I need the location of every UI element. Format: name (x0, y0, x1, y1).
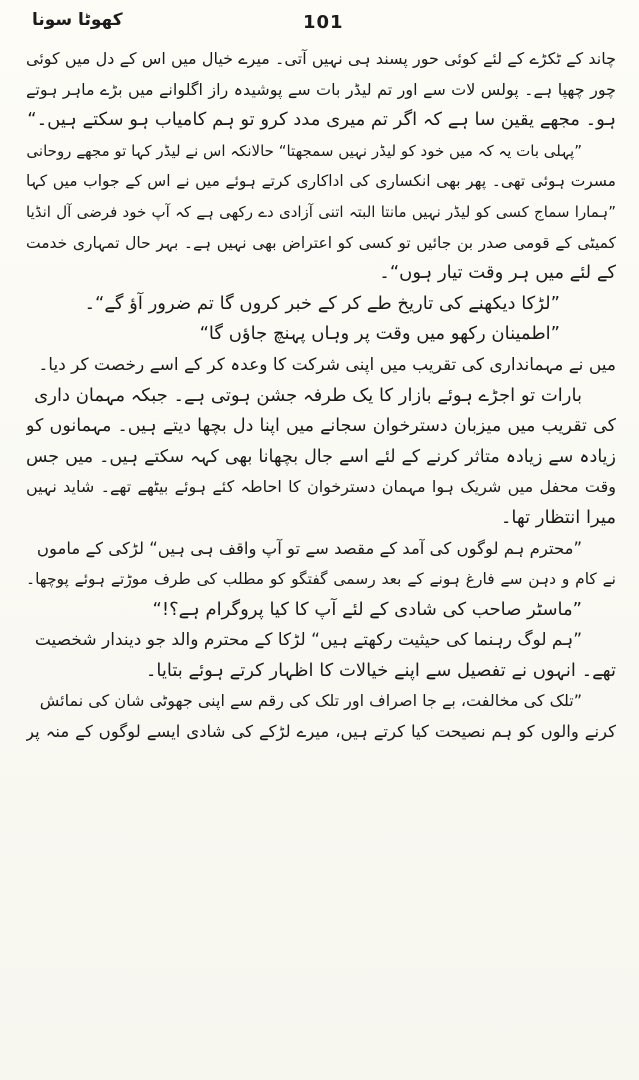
text-line: میں نے مہمانداری کی تقریب میں اپنی شرکت کا وعدہ کر کے اسے رخصت کر دیا۔ (38, 354, 616, 375)
text-line: کی تقریب میں میزبان دسترخوان سجانے میں اپنا دل بچھا دیتے ہیں۔ مہمانوں کو (26, 416, 616, 437)
text-line: میرا انتظار تھا۔ (500, 506, 616, 528)
body-text (26, 44, 616, 748)
text-line: ”محترم ہم لوگوں کی آمد کے مقصد سے تو آپ واقف ہی ہیں“ لڑکی کے ماموں (36, 538, 582, 558)
text-line: کمیٹی کے قومی صدر بن جائیں تو کسی کو اعتراض بھی نہیں ہے۔ بہر حال تمہاری خدمت (26, 233, 616, 252)
text-line: وقت محفل میں شریک ہوا مہمان دسترخوان کا احاطہ کئے ہوئے بیٹھے تھے۔ شاید نہیں (26, 477, 616, 497)
text-line: مسرت ہوئی تھی۔ پھر بھی انکساری کی اداکاری کرتے ہوئے میں نے اس کے جواب میں کہا (26, 172, 616, 191)
text-line: ”ہم لوگ رہنما کی حیثیت رکھتے ہیں“ لڑکا کے محترم والد جو دیندار شخصیت (34, 630, 582, 651)
running-title: کھوٹا سونا (32, 10, 123, 30)
text-line: ”لڑکا دیکھنے کی تاریخ طے کر کے خبر کروں گا تم ضرور آؤ گے“۔ (84, 292, 560, 314)
text-line: کے لئے میں ہر وقت تیار ہوں“۔ (379, 262, 616, 284)
text-line: ”ہمارا سماج کسی کو لیڈر نہیں مانتا البتہ اتنی آزادی دے رکھی ہے کہ آپ خود فرضی آل انڈیا (26, 202, 616, 221)
text-line: تھے۔ انہوں نے تفصیل سے اپنے خیالات کا اظہار کرتے ہوئے بتایا۔ (145, 659, 616, 681)
text-line: زیادہ سے زیادہ متاثر کرنے کے لئے اسے جال بچھانا بھی کہہ سکتے ہیں۔ میں جس (26, 446, 616, 467)
text-line: چور چھپا ہے۔ پولس لات سے اور تم لیڈر بات سے پوشیدہ راز اگلوانے میں بڑے ماہر ہوتے (26, 79, 616, 99)
text-line: ”تلک کی مخالفت، بے جا اصراف اور تلک کی رقم سے اپنی جھوٹی شان کی نمائش (39, 691, 582, 711)
text-line: ”ماسٹر صاحب کی شادی کے لئے آپ کا کیا پروگرام ہے؟!“ (152, 598, 582, 620)
text-line: ”اطمینان رکھو میں وقت پر وہاں پہنچ جاؤں گا“ (199, 323, 560, 345)
text-line: نے کام و دہن سے فارغ ہونے کے بعد رسمی گفتگو کو مطلب کی طرف موڑتے ہوئے پوچھا۔ (26, 570, 616, 589)
text-line: بارات تو اجڑے ہوئے بازار کا یک طرفہ جشن ہوتی ہے۔ جبکہ مہمان داری (34, 384, 582, 406)
text-line: ہو۔ مجھے یقین سا ہے کہ اگر تم میری مدد کرو تو ہم کامیاب ہو سکتے ہیں۔“ (27, 109, 616, 131)
text-line: ”پہلی بات یہ کہ میں خود کو لیڈر نہیں سمجھتا“ حالانکہ اس نے لیڈر کہا تو مجھے روحانی (26, 141, 582, 160)
page-number: 101 (303, 12, 344, 33)
page-header (0, 8, 639, 40)
text-line: کرنے والوں کو ہم نصیحت کیا کرتے ہیں، میرے لڑکے کی شادی ایسے لوگوں کے منہ پر (26, 722, 616, 742)
text-line: چاند کے ٹکڑے کے لئے کوئی حور پسند ہی نہیں آتی۔ میرے خیال میں اس کے دل میں کوئی (26, 49, 616, 68)
